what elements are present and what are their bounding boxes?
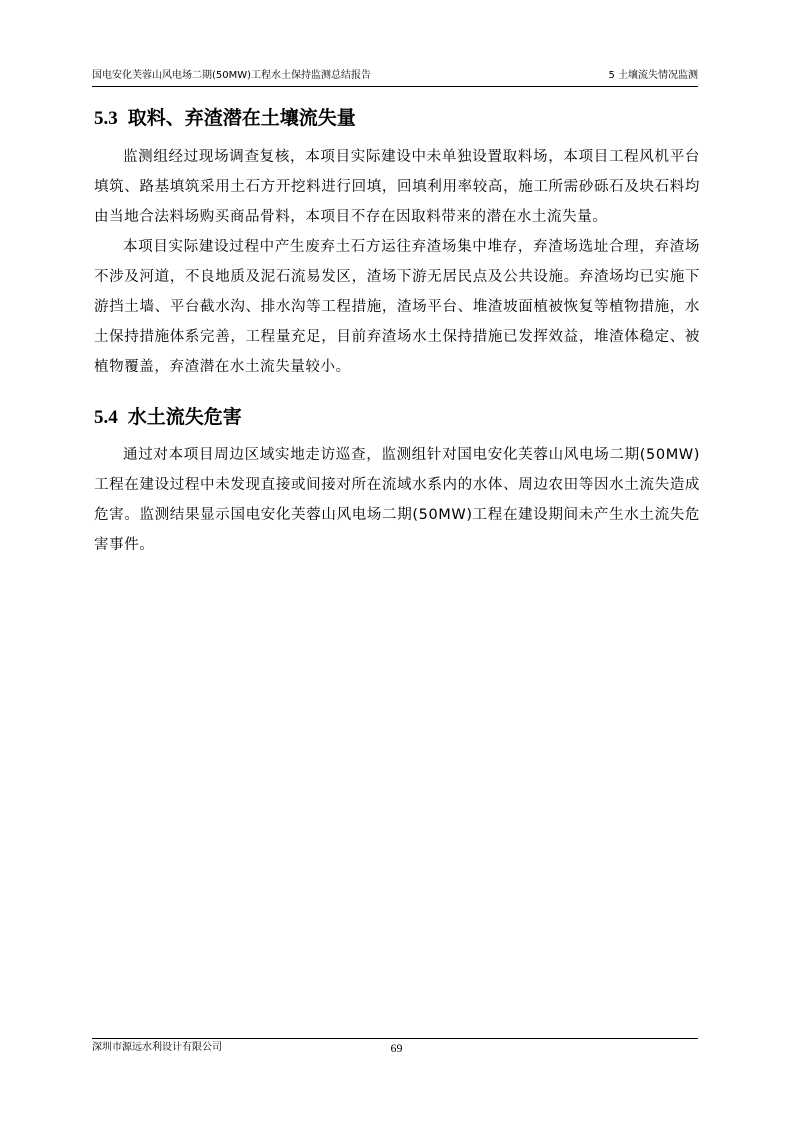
paragraph-erosion-hazard: 通过对本项目周边区域实地走访巡查，监测组针对国电安化芙蓉山风电场二期(50MW)工程在建设过程中未发现直接或间接对所在流域水系内的水体、周边农田等因水土流失造成危害。监测结果显示国电安化芙蓉山风电场二期(50MW)工程在建设期间未产生水土流失危害事件。 <box>94 447 700 553</box>
section-heading-5-4 <box>94 405 242 430</box>
page-number: 69 <box>390 1041 403 1055</box>
section-number: 5.4 <box>94 407 118 428</box>
footer-divider <box>92 1038 698 1039</box>
page-header <box>92 68 698 84</box>
section-number: 5.3 <box>94 108 118 129</box>
paragraph-borrow-material: 监测组经过现场调查复核，本项目实际建设中未单独设置取料场，本项目工程风机平台填筑、路基填筑采用土石方开挖料进行回填，回填利用率较高，施工所需砂砾石及块石料均由当地合法料场购买商品骨料，本项目不存在因取料带来的潜在水土流失量。 <box>94 149 700 225</box>
header-chapter-title: 5 土壤流失情况监测 <box>608 70 698 81</box>
footer-company: 深圳市源远水利设计有限公司 <box>92 1042 222 1053</box>
header-divider <box>92 86 698 87</box>
section-heading-5-3 <box>94 106 356 131</box>
section-title: 水土流失危害 <box>127 406 242 428</box>
header-report-title: 国电安化芙蓉山风电场二期(50MW)工程水土保持监测总结报告 <box>92 70 372 81</box>
paragraph-spoil-disposal: 本项目实际建设过程中产生废弃土石方运往弃渣场集中堆存，弃渣场选址合理，弃渣场不涉及河道，不良地质及泥石流易发区，渣场下游无居民点及公共设施。弃渣场均已实施下游挡土墙、平台截水沟、排水沟等工程措施，渣场平台、堆渣坡面植被恢复等植物措施，水土保持措施体系完善，工程量充足，目前弃渣场水土保持措施已发挥效益，堆渣体稳定、被植物覆盖，弃渣潜在水土流失量较小。 <box>94 239 700 375</box>
section-title: 取料、弃渣潜在土壤流失量 <box>127 107 356 129</box>
